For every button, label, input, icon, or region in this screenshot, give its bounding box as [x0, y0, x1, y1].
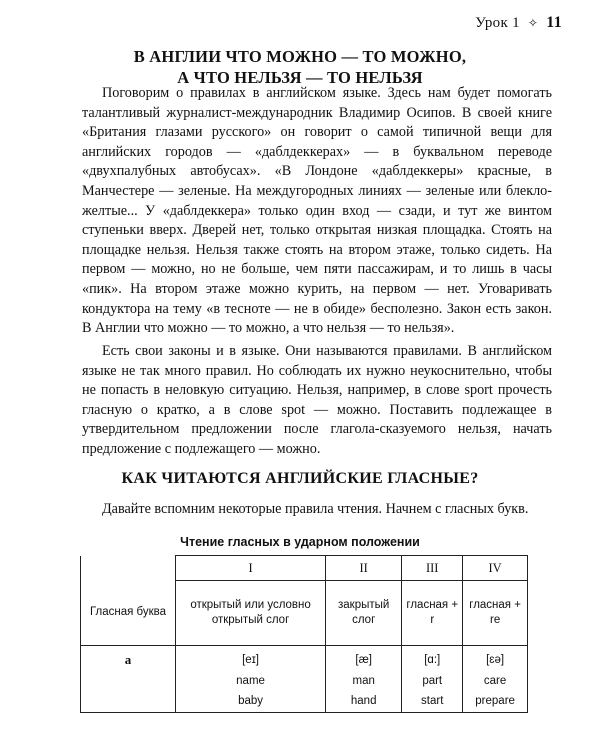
column-number-4: IV	[463, 556, 528, 581]
column-number-1: I	[176, 556, 326, 581]
vowel-reading-table	[80, 555, 528, 713]
paragraph-3-block	[82, 500, 552, 520]
transcription: [ɛə]	[486, 654, 505, 666]
paragraph-3: Давайте вспомним некоторые правила чтения. Начнем с гласных букв.	[102, 501, 529, 517]
table-corner-cell	[81, 556, 176, 581]
transcription: [æ]	[355, 654, 372, 666]
example-word: start	[421, 695, 444, 707]
table-row	[81, 646, 528, 713]
transcription: [ɑ:]	[424, 654, 441, 666]
reading-cell-3	[402, 646, 463, 713]
table-description-row	[81, 581, 528, 646]
column-number-3: III	[402, 556, 463, 581]
running-head	[475, 14, 562, 32]
column-description-4: гласная + re	[463, 581, 528, 646]
chapter-title-line-1: В АНГЛИИ ЧТО МОЖНО — ТО МОЖНО,	[133, 47, 467, 66]
reading-cell-2	[326, 646, 402, 713]
reading-cell-1	[176, 646, 326, 713]
column-number-2: II	[326, 556, 402, 581]
chapter-title-line-2: А ЧТО НЕЛЬЗЯ — ТО НЕЛЬЗЯ	[177, 68, 423, 87]
page-number: 11	[546, 14, 562, 31]
example-word: baby	[238, 695, 264, 707]
paragraph-1: Поговорим о правилах в английском языке. Здесь нам будет помогать талантливый журналист-международник Владимир Осипов. В своей книге «Британия глазами русского» он говорит о самой типичной вещи для английских городов — «даблдеккерах» — в буквальном переводе «двухпалубных автобусах». «В Лондоне «даблдеккеры» красные, в Манчестере — зеленые. На междугородных линиях — зеленые или блекло-желтые... У «даблдеккера» только один вход — сзади, и тут же винтом ступеньки вверх. Дверей нет, только открытая низкая площадка. Стоять на площадке нельзя. Нельзя также стоять на втором этаже, только сидеть. На первом — можно, но не больше, чем пяти пассажирам, и то лишь в часы «пик». На втором этаже можно курить, на первом — нет. Уговаривать кондуктора на тему «в тесноте — не в обиде» бесполезно. Закон есть закон. В Англии что можно — то можно, а что нельзя — то нельзя».	[82, 85, 552, 337]
paragraph-2: Есть свои законы и в языке. Они называются правилами. В английском языке не так много правил. Но соблюдать их нужно неукоснительно, чтобы не попасть в неловкую ситуацию. Нельзя, например, в слове sport прочесть гласную о кратко, а в слове spot — можно. Поставить подлежащее в утвердительном предложении после глагола-сказуемого нельзя, начать предложение с подлежащего — можно.	[82, 343, 552, 457]
column-description-1: открытый или условно открытый слог	[176, 581, 326, 646]
diamond-ornament-icon: ✧	[527, 16, 539, 30]
paragraph-2-block	[82, 342, 552, 460]
section-subheading: КАК ЧИТАЮТСЯ АНГЛИЙСКИЕ ГЛАСНЫЕ?	[121, 470, 479, 487]
example-word: part	[422, 674, 443, 687]
vowel-letter: a	[124, 652, 132, 667]
example-word: man	[352, 674, 375, 687]
transcription: [eɪ]	[242, 654, 259, 666]
example-word: name	[236, 674, 265, 687]
vowel-letter-cell	[81, 646, 176, 713]
row-header-cell: Гласная буква	[81, 581, 176, 646]
example-word: care	[483, 674, 507, 687]
column-description-2: закрытый слог	[326, 581, 402, 646]
paragraph-1-block	[82, 84, 552, 339]
column-description-3: гласная + r	[402, 581, 463, 646]
example-word: hand	[350, 695, 377, 707]
table-header-row	[81, 556, 528, 581]
chapter-title	[0, 46, 600, 88]
table-caption: Чтение гласных в ударном положении	[180, 535, 420, 549]
example-word: prepare	[475, 695, 515, 707]
lesson-label: Урок 1	[475, 15, 520, 31]
reading-cell-4	[463, 646, 528, 713]
